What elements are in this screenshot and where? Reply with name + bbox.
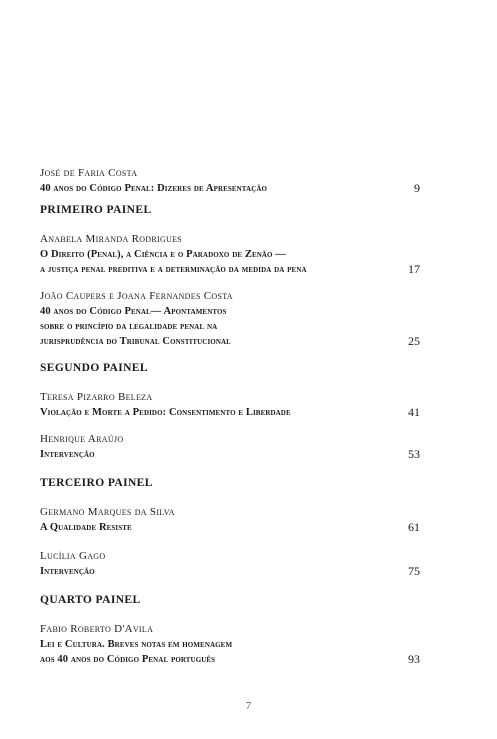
toc-entry — [40, 432, 420, 462]
toc-title-line: a justiça penal preditiva e a determinação da medida da pena — [40, 264, 307, 275]
toc-title-line: Intervenção — [40, 449, 95, 460]
toc-title-line: sobre o princípio da legalidade penal na — [40, 321, 218, 332]
section-heading: SEGUNDO PAINEL — [40, 362, 148, 374]
toc-author: Germano Marques da Silva — [40, 506, 175, 518]
toc-entry — [40, 549, 420, 579]
toc-entry — [40, 166, 420, 196]
section-heading: QUARTO PAINEL — [40, 594, 141, 606]
toc-entry — [40, 505, 420, 535]
section-heading: PRIMEIRO PAINEL — [40, 204, 152, 216]
toc-author: José de Faria Costa — [40, 167, 138, 179]
toc-author: Henrique Araújo — [40, 433, 124, 445]
toc-author: João Caupers e Joana Fernandes Costa — [40, 290, 233, 302]
page-folio: 7 — [245, 700, 252, 712]
toc-entry — [40, 622, 420, 667]
toc-title-line: O Direito (Penal), a Ciência e o Paradoxo de Zenão — — [40, 249, 286, 260]
toc-title-line: Lei e Cultura. Breves notas em homenagem — [40, 639, 233, 650]
toc-page-number: 41 — [408, 405, 420, 419]
toc-page-number: 25 — [408, 334, 420, 348]
toc-page-number: 61 — [408, 520, 420, 534]
toc-page-number: 75 — [408, 564, 420, 578]
toc-title-line: A Qualidade Resiste — [40, 522, 132, 533]
section-heading: TERCEIRO PAINEL — [40, 477, 153, 489]
toc-title-line: Violação e Morte a Pedido: Consentimento e Liberdade — [40, 407, 291, 418]
toc-entry — [40, 232, 420, 277]
toc-page-number: 9 — [414, 181, 420, 195]
toc-page-number: 17 — [408, 262, 420, 276]
toc-author: Lucília Gago — [40, 550, 106, 562]
toc-entry — [40, 390, 420, 420]
toc-title-line: aos 40 anos do Código Penal português — [40, 654, 216, 665]
toc-author: Teresa Pizarro Beleza — [40, 391, 153, 403]
toc-page-number: 93 — [408, 652, 420, 666]
toc-title-line: 40 anos do Código Penal: Dizeres de Apresentação — [40, 183, 268, 194]
toc-title-line: jurisprudência do Tribunal Constitucional — [40, 336, 231, 347]
toc-entry — [40, 289, 420, 349]
toc-author: Anabela Miranda Rodrigues — [40, 233, 183, 245]
toc-title-line: Intervenção — [40, 566, 95, 577]
toc-author: Fabio Roberto D'Avila — [40, 623, 154, 635]
toc-title-line: 40 anos do Código Penal— Apontamentos — [40, 306, 227, 317]
toc-page-number: 53 — [408, 447, 420, 461]
